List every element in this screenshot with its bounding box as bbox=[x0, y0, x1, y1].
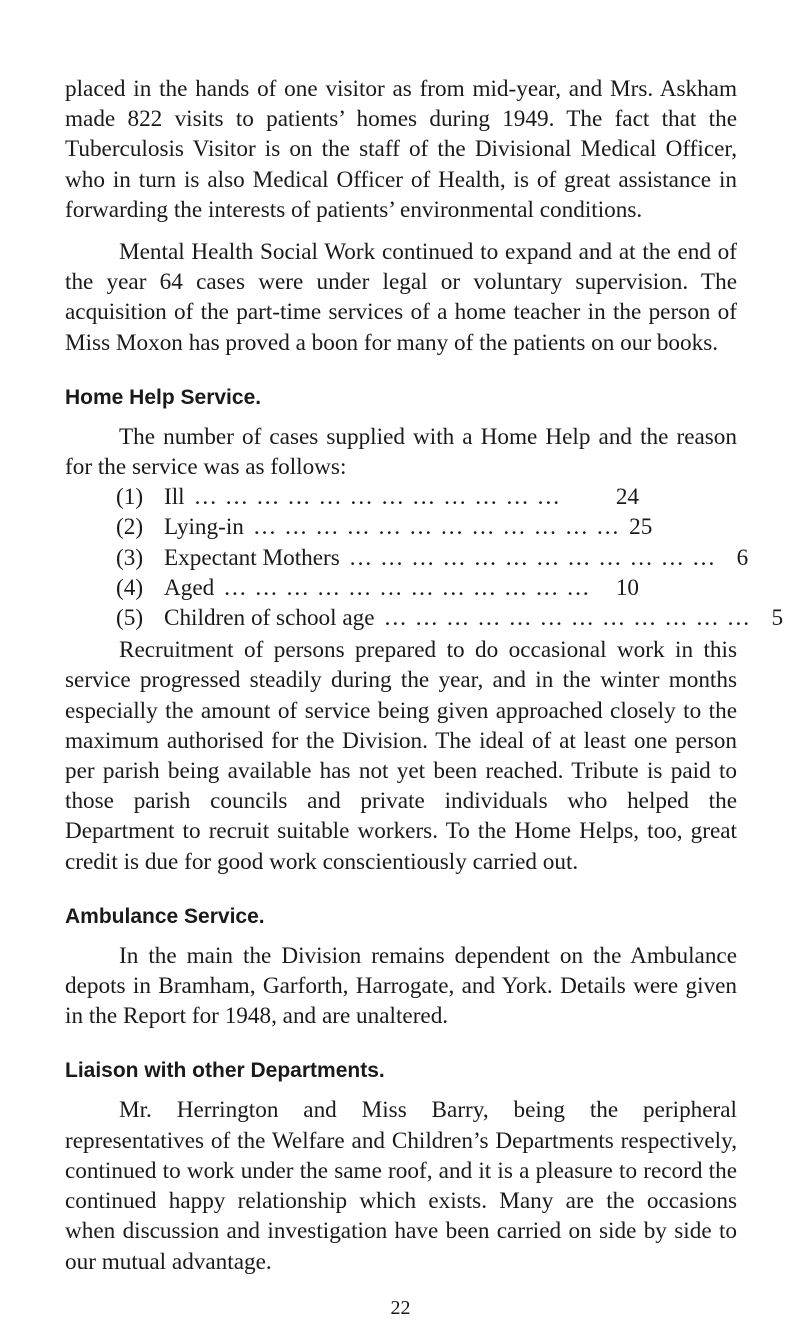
home-help-heading: Home Help Service. bbox=[65, 385, 262, 409]
reason-label: Expectant Mothers bbox=[164, 544, 340, 571]
reason-item bbox=[116, 543, 749, 573]
reason-count: 24 bbox=[615, 484, 639, 511]
reason-item bbox=[116, 573, 639, 603]
reason-count: 6 bbox=[736, 544, 749, 571]
reason-label: Ill bbox=[164, 484, 185, 511]
reason-label: Children of school age bbox=[164, 605, 375, 632]
page-number: 22 bbox=[390, 1297, 411, 1319]
dot-leader: ... ... ... ... ... ... ... ... ... ... ... ... bbox=[194, 484, 562, 511]
reason-item bbox=[116, 482, 639, 512]
reason-number: (5) bbox=[116, 605, 144, 632]
reason-count: 10 bbox=[615, 574, 639, 601]
home-help-intro: The number of cases supplied with a Home Help and the reason for the service was as follows: bbox=[65, 423, 737, 481]
intro-paragraph: placed in the hands of one visitor as from mid-year, and Mrs. Askham made 822 visits to patients’ homes during 1949. The fact that the Tuberculosis Visitor is on the staff of the Divisional Medical Officer, who in turn is also Medical Officer of Health, is of great assistance in forwarding the interests of patients’ environmental conditions. bbox=[65, 76, 737, 223]
ambulance-heading: Ambulance Service. bbox=[65, 904, 265, 928]
reason-label: Lying-in bbox=[164, 514, 244, 541]
reason-count: 5 bbox=[771, 605, 784, 632]
reason-item bbox=[116, 512, 653, 542]
dot-leader: ... ... ... ... ... ... ... ... ... ... ... ... bbox=[224, 574, 591, 601]
reason-item bbox=[116, 603, 784, 633]
mental-health-paragraph: Mental Health Social Work continued to expand and at the end of the year 64 cases were under legal or voluntary supervision. The acquisition of the part-time services of a home teacher in the person of Miss Moxon has proved a boon for many of the patients on our books. bbox=[65, 239, 737, 356]
home-help-reason-list bbox=[65, 482, 784, 633]
recruitment-paragraph: Recruitment of persons prepared to do occasional work in this service progressed steadily during the year, and in the winter months especially the amount of service being given approached closely to the maximum authorised for the Division. The ideal of at least one person per parish being available has not yet been reached. Tribute is paid to those parish councils and private individuals who helped the Department to recruit suitable workers. To the Home Helps, too, great credit is due for good work conscientiously carried out. bbox=[65, 637, 737, 875]
reason-number: (2) bbox=[116, 514, 144, 541]
liaison-paragraph: Mr. Herrington and Miss Barry, being the peripheral representatives of the Welfare and Children’s Departments respectively, continued to work under the same roof, and it is a pleasure to record the continued happy relationship which exists. Many are the occasions when discussion and investigation have been carried on side by side to our mutual advantage. bbox=[65, 1097, 737, 1275]
document-page bbox=[65, 74, 784, 1277]
dot-leader: ... ... ... ... ... ... ... ... ... ... ... ... bbox=[384, 605, 752, 632]
reason-label: Aged bbox=[164, 574, 215, 601]
ambulance-paragraph: In the main the Division remains dependent on the Ambulance depots in Bramham, Garforth, Harrogate, and York. Details were given in the Report for 1948, and are unaltered. bbox=[65, 942, 737, 1030]
reason-count: 25 bbox=[629, 514, 653, 541]
reason-number: (3) bbox=[116, 544, 144, 571]
dot-leader: ... ... ... ... ... ... ... ... ... ... ... ... bbox=[349, 544, 717, 571]
dot-leader: ... ... ... ... ... ... ... ... ... ... ... ... bbox=[253, 514, 621, 541]
liaison-heading: Liaison with other Departments. bbox=[65, 1059, 385, 1083]
reason-number: (4) bbox=[116, 574, 144, 601]
reason-number: (1) bbox=[116, 484, 144, 511]
